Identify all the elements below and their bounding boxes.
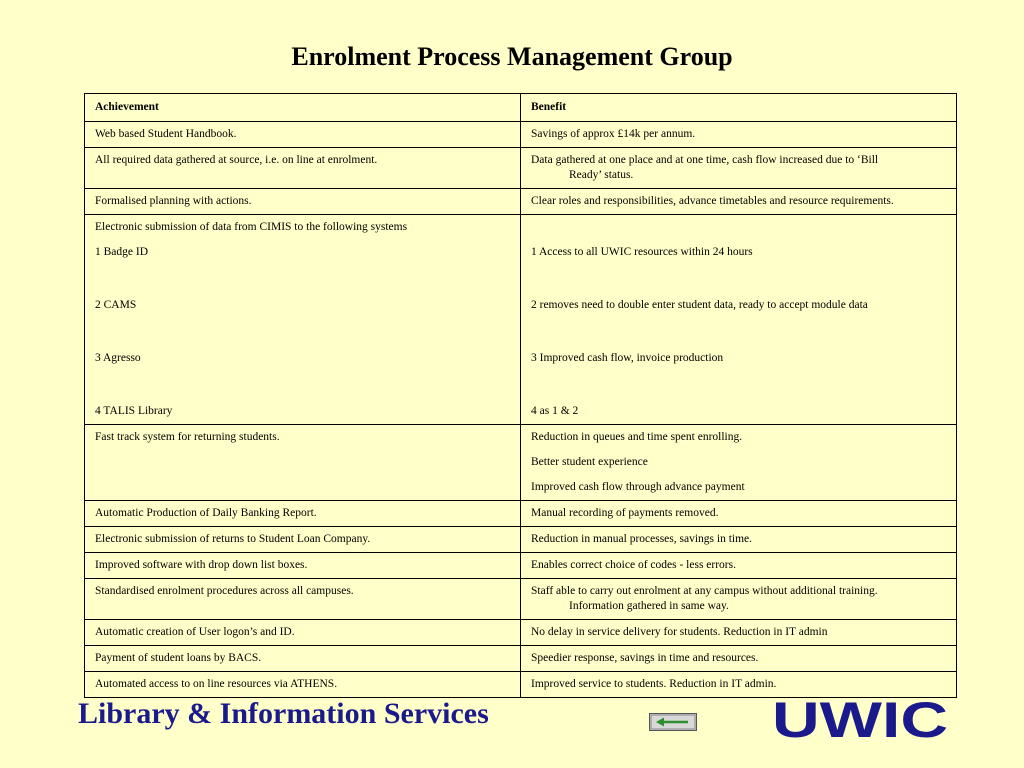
achievement-cell: Automatic Production of Daily Banking Report.: [85, 501, 521, 527]
benefit-line-continued: Ready’ status.: [569, 169, 634, 181]
benefit-cell: [521, 579, 957, 620]
system-benefit: 3 Improved cash flow, invoice production: [531, 352, 724, 364]
achievement-line: Electronic submission of data from CIMIS to the following systems: [95, 221, 408, 233]
benefit-cell: Clear roles and responsibilities, advance timetables and resource requirements.: [521, 189, 957, 215]
achievement-cell: Fast track system for returning students.: [85, 425, 521, 501]
table-row: [85, 189, 957, 215]
table-row: [85, 620, 957, 646]
back-button[interactable]: [649, 713, 697, 731]
benefit-cell: Enables correct choice of codes - less errors.: [521, 553, 957, 579]
benefit-cell: No delay in service delivery for students. Reduction in IT admin: [521, 620, 957, 646]
achievement-cell: Standardised enrolment procedures across all campuses.: [85, 579, 521, 620]
benefit-cell: Improved service to students. Reduction in IT admin.: [521, 672, 957, 698]
achievement-cell: Formalised planning with actions.: [85, 189, 521, 215]
page-title: Enrolment Process Management Group: [291, 42, 733, 71]
table-row: [85, 553, 957, 579]
achievement-cell: Improved software with drop down list boxes.: [85, 553, 521, 579]
system-item: 3 Agresso: [95, 352, 141, 364]
achievement-cell: Web based Student Handbook.: [85, 122, 521, 148]
uwic-logo: [772, 697, 950, 741]
footer-title: Library & Information Services: [78, 697, 489, 730]
header-achievement: Achievement: [85, 94, 521, 122]
table-header-row: [85, 94, 957, 122]
table-row: [85, 646, 957, 672]
benefit-cell: [521, 215, 957, 425]
benefit-cell: [521, 148, 957, 189]
system-item: 2 CAMS: [95, 299, 137, 311]
benefit-line-continued: Information gathered in same way.: [569, 600, 729, 612]
table-row: [85, 425, 957, 501]
benefit-line: Staff able to carry out enrolment at any campus without additional training.: [531, 585, 878, 597]
achievement-cell: Electronic submission of returns to Student Loan Company.: [85, 527, 521, 553]
table-row: [85, 527, 957, 553]
system-benefit: 2 removes need to double enter student data, ready to accept module data: [531, 299, 868, 311]
benefit-line: Reduction in queues and time spent enrolling.: [531, 431, 743, 443]
system-benefit: 1 Access to all UWIC resources within 24 hours: [531, 246, 753, 258]
benefit-line: Improved cash flow through advance payment: [531, 481, 745, 493]
achievement-cell: [85, 215, 521, 425]
benefit-cell: Manual recording of payments removed.: [521, 501, 957, 527]
arrow-left-icon: [650, 714, 696, 730]
table-row: [85, 122, 957, 148]
achievement-cell: Automated access to on line resources via ATHENS.: [85, 672, 521, 698]
benefit-cell: Savings of approx £14k per annum.: [521, 122, 957, 148]
header-benefit: Benefit: [521, 94, 957, 122]
table-row: [85, 215, 957, 425]
achievement-cell: Automatic creation of User logon’s and ID.: [85, 620, 521, 646]
system-item: 4 TALIS Library: [95, 405, 173, 417]
table-row: [85, 148, 957, 189]
achievements-table: [84, 93, 957, 698]
benefit-line: Data gathered at one place and at one time, cash flow increased due to ‘Bill: [531, 154, 879, 166]
logo-text: UWIC: [772, 697, 948, 741]
achievement-cell: Payment of student loans by BACS.: [85, 646, 521, 672]
benefit-line: Better student experience: [531, 456, 648, 468]
benefit-cell: [521, 425, 957, 501]
achievement-cell: All required data gathered at source, i.e. on line at enrolment.: [85, 148, 521, 189]
benefit-cell: Speedier response, savings in time and resources.: [521, 646, 957, 672]
table-row: [85, 672, 957, 698]
table-row: [85, 501, 957, 527]
benefit-cell: Reduction in manual processes, savings in time.: [521, 527, 957, 553]
table-row: [85, 579, 957, 620]
system-item: 1 Badge ID: [95, 246, 149, 258]
system-benefit: 4 as 1 & 2: [531, 405, 579, 417]
